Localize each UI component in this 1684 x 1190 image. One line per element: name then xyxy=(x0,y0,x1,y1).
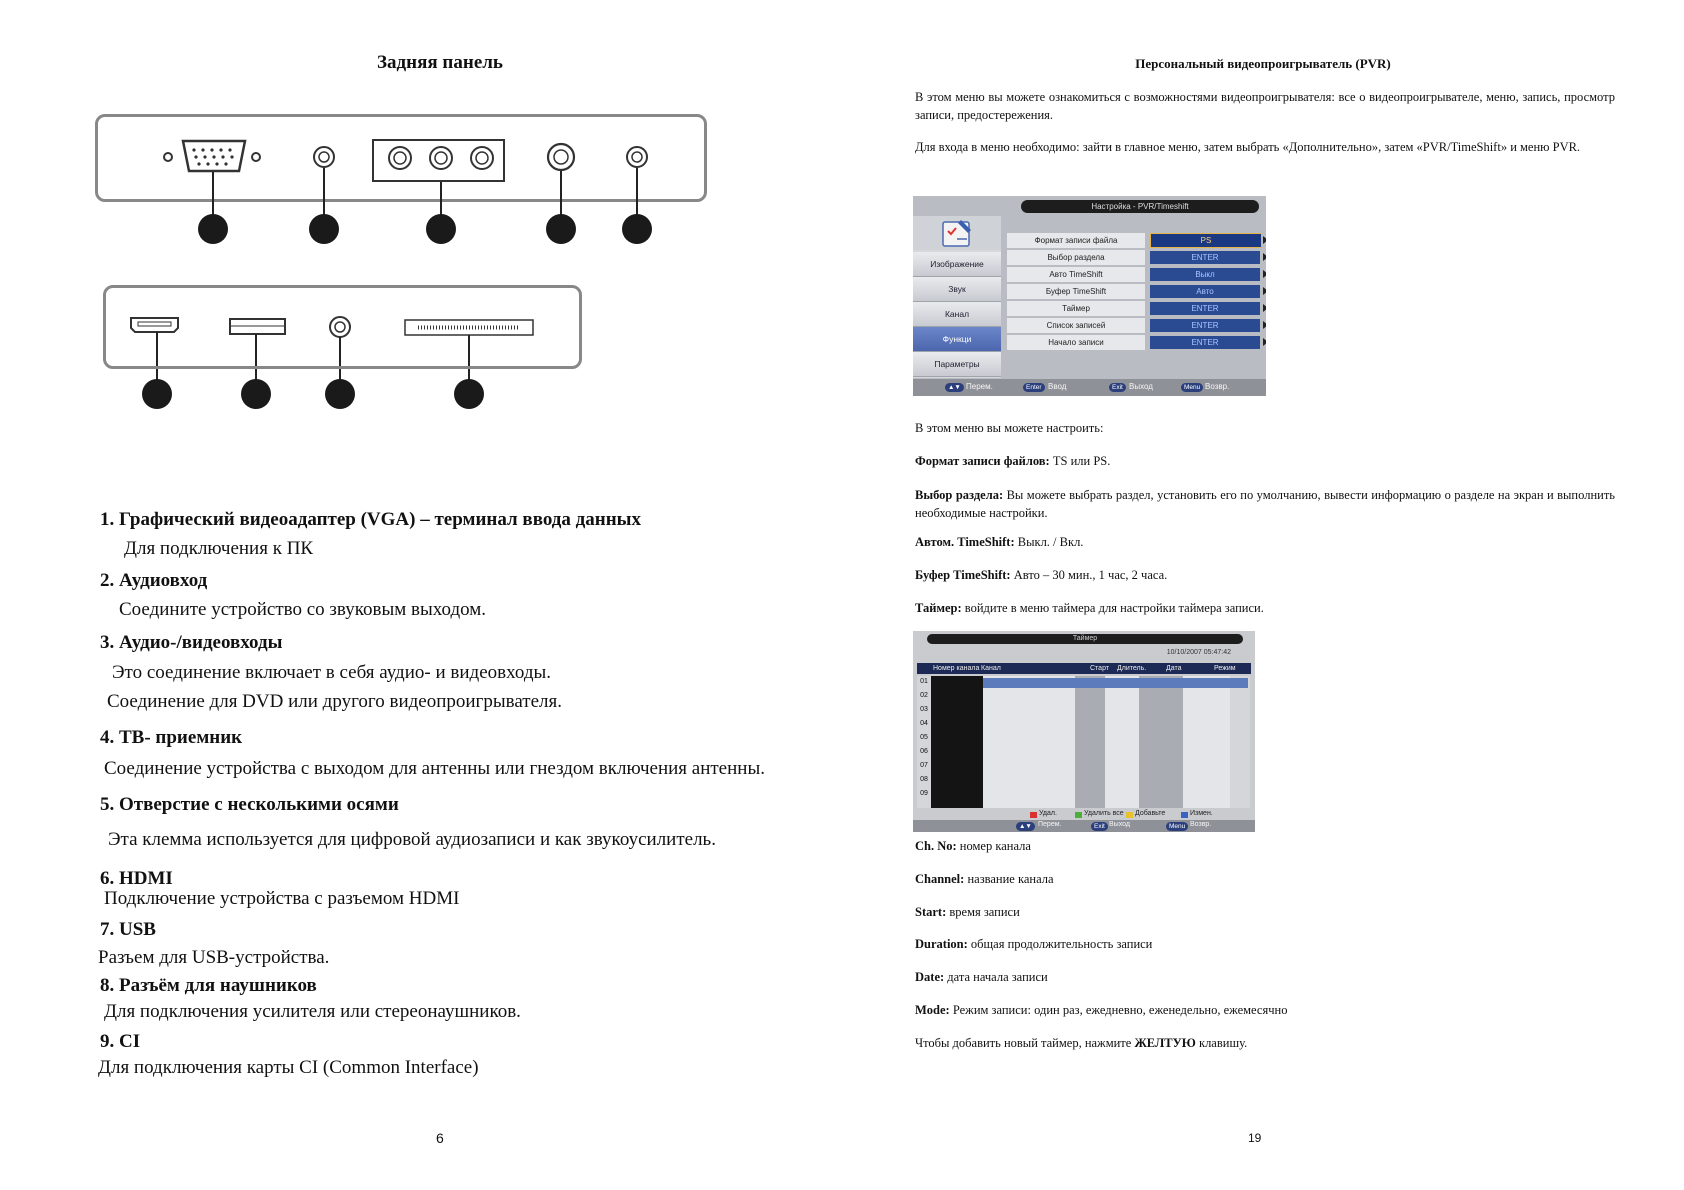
field-channel xyxy=(915,872,1054,887)
osd-row-value: ENTER xyxy=(1150,319,1260,332)
footer-key: ▲▼ xyxy=(1016,822,1035,831)
osd-row-format xyxy=(1007,233,1263,248)
col-header: Старт xyxy=(1090,665,1110,672)
setting-desc: Авто – 30 мин., 1 час, 2 часа. xyxy=(1010,568,1168,582)
item-text-headphones: Для подключения усилителя или стереонаушников. xyxy=(104,1001,521,1022)
arrow-right-icon xyxy=(1263,304,1266,312)
osd-footer xyxy=(913,820,1255,832)
osd-side-item-sound: Звук xyxy=(913,277,1001,302)
setting-timer xyxy=(915,601,1264,616)
yellow-key-icon xyxy=(1126,812,1133,818)
col-header: Режим xyxy=(1214,665,1236,672)
timer-table xyxy=(917,676,1250,808)
start-column xyxy=(1075,676,1105,808)
osd-side-item-picture: Изображение xyxy=(913,252,1001,277)
mode-column xyxy=(1183,676,1230,808)
field-desc: название канала xyxy=(964,872,1054,886)
row-number: 09 xyxy=(920,790,928,797)
item-heading-coax: 5. Отверстие с несколькими осями xyxy=(100,794,399,815)
setting-term: Таймер: xyxy=(915,601,962,615)
field-term: Date: xyxy=(915,970,945,984)
osd-row-label: Начало записи xyxy=(1007,335,1145,350)
col-header: Канал xyxy=(981,665,1001,672)
item-heading-vga: 1. Графический видеоадаптер (VGA) – терминал ввода данных xyxy=(100,509,641,530)
legend-label: Добавьте xyxy=(1135,810,1166,817)
setting-buffer xyxy=(915,568,1167,583)
audio-in-jack-icon xyxy=(314,147,334,167)
field-term: Duration: xyxy=(915,937,968,951)
osd-row-label: Буфер TimeShift xyxy=(1007,284,1145,299)
field-term: Mode: xyxy=(915,1003,950,1017)
date-column xyxy=(1139,676,1183,808)
add-timer-instruction xyxy=(915,1036,1247,1051)
timer-legend xyxy=(913,809,1255,820)
osd-side-item-function: Функци xyxy=(913,327,1001,352)
row-number: 05 xyxy=(920,734,928,741)
instruction-key: ЖЕЛТУЮ xyxy=(1134,1036,1196,1050)
function-menu-icon xyxy=(913,216,1001,250)
footer-label: Перем. xyxy=(1038,821,1062,828)
footer-label: Ввод xyxy=(1048,382,1067,391)
legend-label: Удалить все xyxy=(1084,810,1124,817)
osd-title: Настройка - PVR/Timeshift xyxy=(1021,200,1259,213)
timer-screenshot xyxy=(913,631,1255,832)
item-heading-tv: 4. ТВ- приемник xyxy=(100,727,243,748)
rear-panel-bottom xyxy=(103,285,582,369)
page-number: 6 xyxy=(436,1130,444,1146)
vga-port-icon xyxy=(164,141,260,171)
setting-term: Автом. TimeShift: xyxy=(915,535,1015,549)
osd-side-item-channel: Канал xyxy=(913,302,1001,327)
callout-markers-bottom xyxy=(142,379,484,409)
footer-key: Enter xyxy=(1023,383,1045,392)
osd-datetime: 10/10/2007 05:47:42 xyxy=(1166,649,1231,656)
osd-row-label: Выбор раздела xyxy=(1007,250,1145,265)
osd-side-item-options: Параметры xyxy=(913,352,1001,377)
footer-label: Перем. xyxy=(966,382,993,391)
osd-row-label: Формат записи файла xyxy=(1007,233,1145,248)
field-desc: Режим записи: один раз, ежедневно, еженедельно, ежемесячно xyxy=(949,1003,1288,1017)
osd-row-timer xyxy=(1007,301,1263,316)
legend-label: Измен. xyxy=(1190,810,1213,817)
item-text-vga: Для подключения к ПК xyxy=(124,538,314,559)
legend-label: Удал. xyxy=(1039,810,1057,817)
row-number: 08 xyxy=(920,776,928,783)
arrow-right-icon xyxy=(1263,287,1266,295)
item-heading-usb: 7. USB xyxy=(100,919,156,940)
setting-desc: TS или PS. xyxy=(1049,454,1111,468)
arrow-right-icon xyxy=(1263,236,1266,244)
field-desc: дата начала записи xyxy=(944,970,1048,984)
footer-key: Menu xyxy=(1166,822,1188,831)
row-number: 02 xyxy=(920,692,928,699)
setting-term: Буфер TimeShift: xyxy=(915,568,1011,582)
osd-row-value: ENTER xyxy=(1150,302,1260,315)
footer-label: Выход xyxy=(1129,382,1153,391)
osd-row-buffer xyxy=(1007,284,1263,299)
row-number: 07 xyxy=(920,762,928,769)
col-header: Номер канала xyxy=(933,665,980,672)
item-heading-av: 3. Аудио-/видеовходы xyxy=(100,632,283,653)
green-key-icon xyxy=(1075,812,1082,818)
field-term: Ch. No: xyxy=(915,839,957,853)
item-text-tv: Соединение устройства с выходом для антенны или гнездом включения антенны. xyxy=(104,758,765,779)
osd-row-value: Выкл xyxy=(1150,268,1260,281)
setting-format xyxy=(915,454,1110,469)
col-header: Дата xyxy=(1166,665,1182,672)
osd-footer xyxy=(913,379,1266,396)
red-key-icon xyxy=(1030,812,1037,818)
settings-intro: В этом меню вы можете настроить: xyxy=(915,421,1104,435)
blue-key-icon xyxy=(1181,812,1188,818)
instruction-text: Чтобы добавить новый таймер, нажмите xyxy=(915,1036,1135,1050)
setting-auto-timeshift xyxy=(915,535,1083,550)
setting-desc: Вы можете выбрать раздел, установить его по умолчанию, вывести информацию о разделе на экран и выполнить необходимые настройки. xyxy=(915,488,1615,520)
item-text-ci: Для подключения карты CI (Common Interface) xyxy=(98,1057,479,1078)
item-text-audio-in: Соедините устройство со звуковым выходом. xyxy=(119,599,487,620)
intro-paragraph: В этом меню вы можете ознакомиться с возможностями видеопроигрывателя: все о видеопроигрывателе, меню, запись, просмотр записи, предостережения. xyxy=(915,90,1615,122)
osd-row-start-record xyxy=(1007,335,1263,350)
field-desc: номер канала xyxy=(956,839,1031,853)
osd-row-value: PS xyxy=(1150,233,1262,248)
field-desc: время записи xyxy=(946,905,1020,919)
arrow-right-icon xyxy=(1263,270,1266,278)
setting-desc: войдите в меню таймера для настройки таймера записи. xyxy=(961,601,1264,615)
arrow-right-icon xyxy=(1263,321,1266,329)
osd-row-auto-timeshift xyxy=(1007,267,1263,282)
field-mode xyxy=(915,1003,1287,1018)
osd-row-label: Список записей xyxy=(1007,318,1145,333)
setting-desc: Выкл. / Вкл. xyxy=(1014,535,1084,549)
field-term: Start: xyxy=(915,905,947,919)
setting-term: Выбор раздела: xyxy=(915,488,1004,502)
callout-markers-top xyxy=(198,214,652,244)
field-ch-no xyxy=(915,839,1031,854)
item-text-av-2: Соединение для DVD или другого видеопроигрывателя. xyxy=(107,691,562,712)
item-text-hdmi: Подключение устройства с разъемом HDMI xyxy=(104,888,460,909)
setting-partition xyxy=(915,486,1615,522)
enter-menu-paragraph: Для входа в меню необходимо: зайти в главное меню, затем выбрать «Дополнительно», затем «PVR/TimeShift» и меню PVR. xyxy=(915,140,1581,154)
field-start xyxy=(915,905,1020,920)
setting-term: Формат записи файлов: xyxy=(915,454,1050,468)
footer-label: Возвр. xyxy=(1190,821,1212,828)
pvr-settings-screenshot xyxy=(913,196,1266,396)
arrow-right-icon xyxy=(1263,253,1266,261)
row-number: 04 xyxy=(920,720,928,727)
osd-sidebar xyxy=(913,216,1001,378)
channel-number-column xyxy=(931,676,983,808)
osd-row-value: Авто xyxy=(1150,285,1260,298)
col-header: Длитель. xyxy=(1117,665,1147,672)
item-text-coax: Эта клемма используется для цифровой аудиозаписи и как звукоусилитель. xyxy=(108,829,716,850)
osd-title: Таймер xyxy=(927,634,1243,644)
item-heading-headphones: 8. Разъём для наушников xyxy=(100,975,317,996)
item-heading-hdmi: 6. HDMI xyxy=(100,868,173,889)
item-text-usb: Разъем для USB-устройства. xyxy=(98,947,330,968)
arrow-right-icon xyxy=(1263,338,1266,346)
footer-label: Выход xyxy=(1109,821,1130,828)
row-number: 06 xyxy=(920,748,928,755)
page-title: Персональный видеопроигрыватель (PVR) xyxy=(1135,56,1391,71)
duration-column xyxy=(1105,676,1139,808)
coaxial-jack-icon xyxy=(627,147,647,167)
field-date xyxy=(915,970,1048,985)
row-number: 01 xyxy=(920,678,928,685)
instruction-text: клавишу. xyxy=(1195,1036,1248,1050)
footer-key: Exit xyxy=(1091,822,1108,831)
av-inputs-icon xyxy=(373,140,504,181)
timer-table-header xyxy=(917,663,1251,674)
footer-key: ▲▼ xyxy=(945,383,964,392)
osd-row-label: Таймер xyxy=(1007,301,1145,316)
selected-row xyxy=(983,678,1248,688)
field-duration xyxy=(915,937,1152,952)
row-number: 03 xyxy=(920,706,928,713)
channel-column xyxy=(983,676,1075,808)
footer-key: Menu xyxy=(1181,383,1203,392)
item-text-av-1: Это соединение включает в себя аудио- и видеовходы. xyxy=(112,662,552,683)
footer-label: Возвр. xyxy=(1205,382,1230,391)
osd-row-label: Авто TimeShift xyxy=(1007,267,1145,282)
field-desc: общая продолжительность записи xyxy=(967,937,1153,951)
page-title: Задняя панель xyxy=(377,52,503,73)
footer-key: Exit xyxy=(1109,383,1126,392)
osd-row-record-list xyxy=(1007,318,1263,333)
osd-row-value: ENTER xyxy=(1150,251,1260,264)
page-number: 19 xyxy=(1248,1131,1262,1145)
antenna-jack-icon xyxy=(548,144,574,170)
item-heading-audio-in: 2. Аудиовход xyxy=(100,570,208,591)
item-heading-ci: 9. CI xyxy=(100,1031,141,1052)
field-term: Channel: xyxy=(915,872,965,886)
osd-row-partition xyxy=(1007,250,1263,265)
osd-row-value: ENTER xyxy=(1150,336,1260,349)
